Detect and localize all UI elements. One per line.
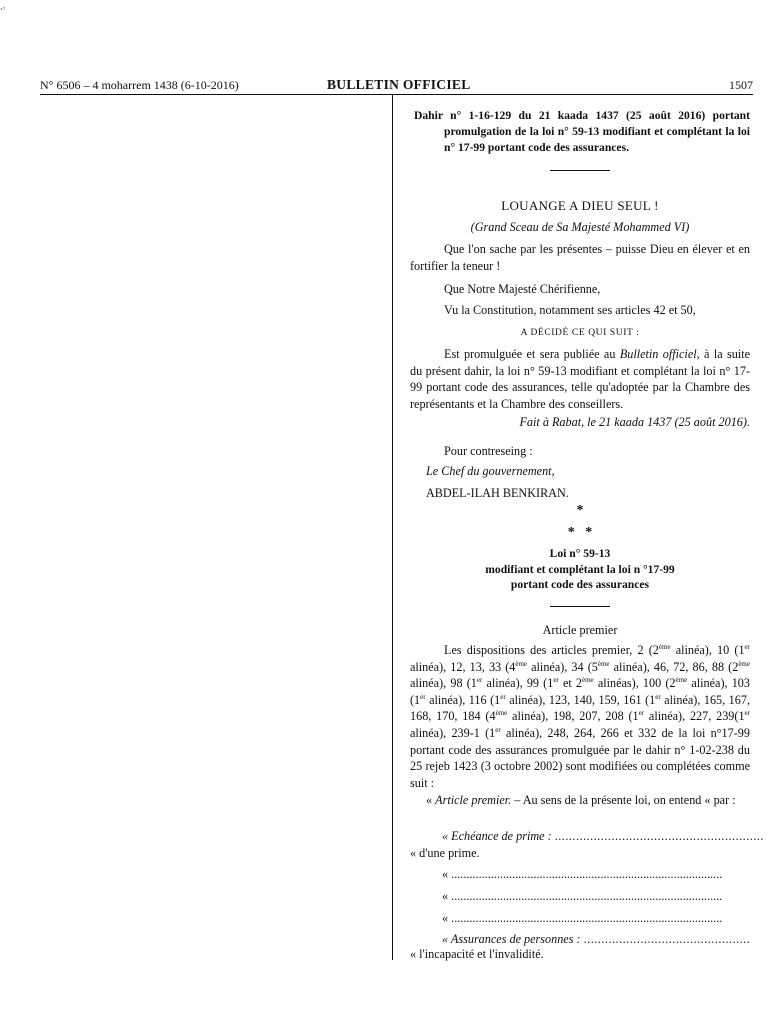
ordinal-superscript: er [495,725,501,734]
article-text-segment: alinéa), 12, 13, 33 (4 [410,659,516,674]
dotted-line: « ......................................................................................... [442,911,723,925]
ordinal-superscript: ème [515,659,528,668]
grand-sceau: (Grand Sceau de Sa Majesté Mohammed VI) [470,220,690,234]
article-text-segment: alinéa), 248, 264, 266 et 332 de la loi n°17-99 portant code des assurances promulguée par le dahir n° 1-02-238 du 25 rejeb 1423 (3 octobre 2002) sont modifiées ou complétées comme suit : [410,725,750,790]
ordinal-superscript: er [655,692,661,701]
promulguee-before: Est promulguée et sera publiée au [444,347,620,361]
quote-open: « [426,793,436,807]
article-text-segment: alinéa), 227, 239(1 [644,709,745,724]
page-number: 1507 [729,78,753,92]
ordinal-superscript: er [420,692,426,701]
article-text-segment: alinéa), 116 (1 [425,692,501,707]
article-text-segment: alinéa), 98 (1 [410,676,477,691]
loi-subtitle-2: portant code des assurances [510,578,650,591]
article-text-segment: alinéa), 99 (1 [482,676,554,691]
article-text-segment: alinéa), 46, 72, 86, 88 (2 [609,659,739,674]
decide-heading: A DÉCIDÉ CE QUI SUIT : [520,328,640,338]
article-text-segment: Les dispositions des articles premier, 2 (2 [444,643,659,657]
promulguee-after: à la suite du présent dahir, la loi n° 59-13 modifiant et complétant la loi n° 17-99 portant code des assurances, telle qu'adoptée par la Chambre des représentants et la Chambre des conseillers. [410,347,751,411]
paragraph-constitution: Vu la Constitution, notamment ses articles 42 et 50, [444,303,696,317]
article-premier-definition [410,792,750,809]
paragraph-sache: Que l'on sache par les présentes – puisse Dieu en élever et en fortifier la teneur ! [410,242,750,273]
article-text-segment: alinéa), 34 (5 [527,659,598,674]
paragraph-promulguee [410,346,750,412]
ordinal-superscript: er [500,692,506,701]
echeance-label: « Echéance de prime : [442,829,555,843]
ordinal-superscript: ème [738,659,750,668]
ordinal-superscript: er [553,676,559,685]
louange-heading: LOUANGE A DIEU SEUL ! [501,198,659,213]
article-text-segment: alinéas), 100 (2 [593,676,676,691]
star-double: * * [567,525,593,540]
star-single: * [576,503,584,518]
issue-number: N° 6506 – 4 moharrem 1438 (6-10-2016) [40,78,239,92]
ordinal-superscript: ème [495,709,508,718]
article-text-segment: alinéa), 10 (1 [670,643,745,657]
article-text-segment: et 2 [558,676,582,691]
dotted-line: « ......................................................................................... [442,889,723,903]
article-text-segment: alinéa), 123, 140, 159, 161 (1 [505,692,656,707]
dahir-title [410,108,750,156]
echeance-line [410,828,768,845]
header-rule [40,94,753,95]
article-premier-label: Article premier. [435,793,512,807]
dotted-line: « ......................................................................................... [442,867,723,881]
ordinal-superscript: ème [597,659,610,668]
article-premier-text [410,642,750,791]
fait-a-rabat: Fait à Rabat, le 21 kaada 1437 (25 août 2016). [519,415,750,429]
contreseing: Pour contreseing : [444,444,533,458]
corner-mark: ¸, [0,0,6,10]
article-text-segment: alinéa), 165, 167, 168, 170, 184 (4 [410,692,750,724]
paragraph-majeste: Que Notre Majesté Chérifienne, [444,282,601,296]
bulletin-officiel-ref: Bulletin officiel, [619,347,700,361]
column-divider [392,95,393,960]
dahir-title-text: Dahir n° 1-16-129 du 21 kaada 1437 (25 août 2016) portant promulgation de la loi n° 59-13 modifiant et complétant la loi n° 17-99 portant code des assurances. [414,109,750,154]
assurances-personnes-label: « Assurances de personnes : [442,932,584,946]
ordinal-superscript: ème [675,676,688,685]
article-text-segment: alinéa), 103 (1 [410,676,750,707]
assurances-personnes-dots: ............................................... [583,932,751,946]
loi-subtitle-1: modifiant et complétant la loi n °17-99 [485,562,675,576]
ordinal-superscript: ème [658,642,671,651]
chef-gouvernement: Le Chef du gouvernement, [426,464,555,478]
assurances-personnes-continuation: « l'incapacité et l'invalidité. [410,947,544,961]
ordinal-superscript: ème [582,676,594,685]
ordinal-superscript: er [476,676,483,685]
ordinal-superscript: er [638,709,645,718]
loi-number: Loi n° 59-13 [549,547,611,560]
echeance-dots: ........................................................... [554,829,764,843]
article-text-segment: alinéa), 198, 207, 208 (1 [507,709,639,724]
definition-intro: – Au sens de la présente loi, on entend « par : [511,793,736,807]
article-text-segment: alinéa), 239-1 (1 [410,725,496,740]
loi-title [410,546,750,593]
page-header [40,78,753,94]
ordinal-superscript: er [744,709,750,718]
signataire: ABDEL-ILAH BENKIRAN. [426,486,569,500]
article-premier-heading: Article premier [542,623,618,637]
publication-title: BULLETIN OFFICIEL [327,77,471,92]
ordinal-superscript: er [744,642,750,651]
echeance-continuation: « d'une prime. [410,846,480,860]
separator [550,170,610,171]
separator [550,606,610,607]
